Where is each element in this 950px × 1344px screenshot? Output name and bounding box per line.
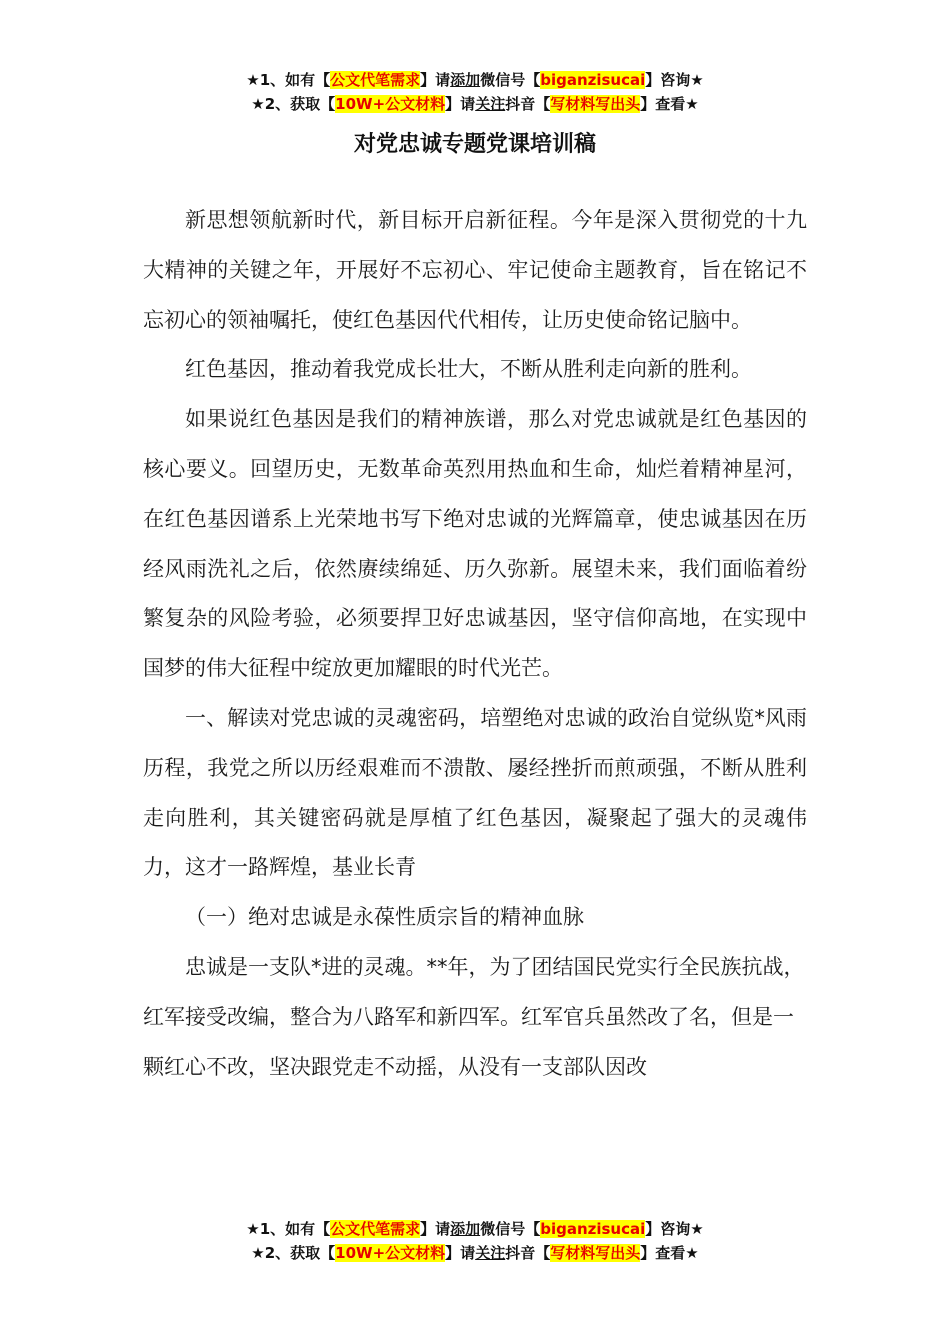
header-banner	[0, 68, 950, 116]
paragraph: 如果说红色基因是我们的精神族谱，那么对党忠诚就是红色基因的核心要义。回望历史，无数革命英烈用热血和生命，灿烂着精神星河，在红色基因谱系上光荣地书写下绝对忠诚的光辉篇章，使忠诚基因在历经风雨洗礼之后，依然赓续绵延、历久弥新。展望未来，我们面临着纷繁复杂的风险考验，必须要捍卫好忠诚基因，坚守信仰高地，在实现中国梦的伟大征程中绽放更加耀眼的时代光芒。	[143, 407, 807, 681]
banner-line-2: ★2、获取【10W+公文材料】请关注抖音【写材料写出头】查看★	[251, 95, 699, 113]
banner-line-1: ★1、如有【公文代笔需求】请添加微信号【biganzisucai】咨询★	[246, 1220, 704, 1238]
star-icon: ★	[246, 71, 260, 89]
highlight-ghostwriting: 公文代笔需求	[330, 1220, 421, 1238]
document-title: 对党忠诚专题党课培训稿	[353, 132, 596, 157]
highlight-wechat-id: biganzisucai	[540, 1220, 646, 1238]
highlight-materials: 10W+公文材料	[335, 95, 446, 113]
paragraph: 一、解读对党忠诚的灵魂密码，培塑绝对忠诚的政治自觉纵览*风雨历程，我党之所以历经艰难而不溃散、屡经挫折而煎顽强，不断从胜利走向胜利，其关键密码就是厚植了红色基因，凝聚起了强大的灵魂伟力，这才一路辉煌，基业长青	[143, 705, 807, 880]
paragraph: 红色基因，推动着我党成长壮大，不断从胜利走向新的胜利。	[185, 357, 752, 382]
highlight-ghostwriting: 公文代笔需求	[330, 71, 421, 89]
star-icon: ★	[251, 95, 265, 113]
footer-banner	[0, 1217, 950, 1265]
document-body	[143, 196, 807, 1092]
highlight-douyin-account: 写材料写出头	[550, 1244, 641, 1262]
star-icon: ★	[685, 95, 699, 113]
section-heading: （一）绝对忠诚是永葆性质宗旨的精神血脉	[185, 905, 584, 930]
star-icon: ★	[690, 1220, 704, 1238]
star-icon: ★	[246, 1220, 260, 1238]
star-icon: ★	[690, 71, 704, 89]
paragraph: 新思想领航新时代，新目标开启新征程。今年是深入贯彻党的十九大精神的关键之年，开展好不忘初心、牢记使命主题教育，旨在铭记不忘初心的领袖嘱托，使红色基因代代相传，让历史使命铭记脑中。	[143, 208, 807, 332]
highlight-materials: 10W+公文材料	[335, 1244, 446, 1262]
highlight-wechat-id: biganzisucai	[540, 71, 646, 89]
banner-line-1: ★1、如有【公文代笔需求】请添加微信号【biganzisucai】咨询★	[246, 71, 704, 89]
star-icon: ★	[251, 1244, 265, 1262]
highlight-douyin-account: 写材料写出头	[550, 95, 641, 113]
banner-line-2: ★2、获取【10W+公文材料】请关注抖音【写材料写出头】查看★	[251, 1244, 699, 1262]
star-icon: ★	[685, 1244, 699, 1262]
paragraph: 忠诚是一支队*进的灵魂。**年，为了团结国民党实行全民族抗战，红军接受改编，整合为八路军和新四军。红军官兵虽然改了名，但是一颗红心不改，坚决跟党走不动摇，从没有一支部队因改	[143, 954, 805, 1079]
